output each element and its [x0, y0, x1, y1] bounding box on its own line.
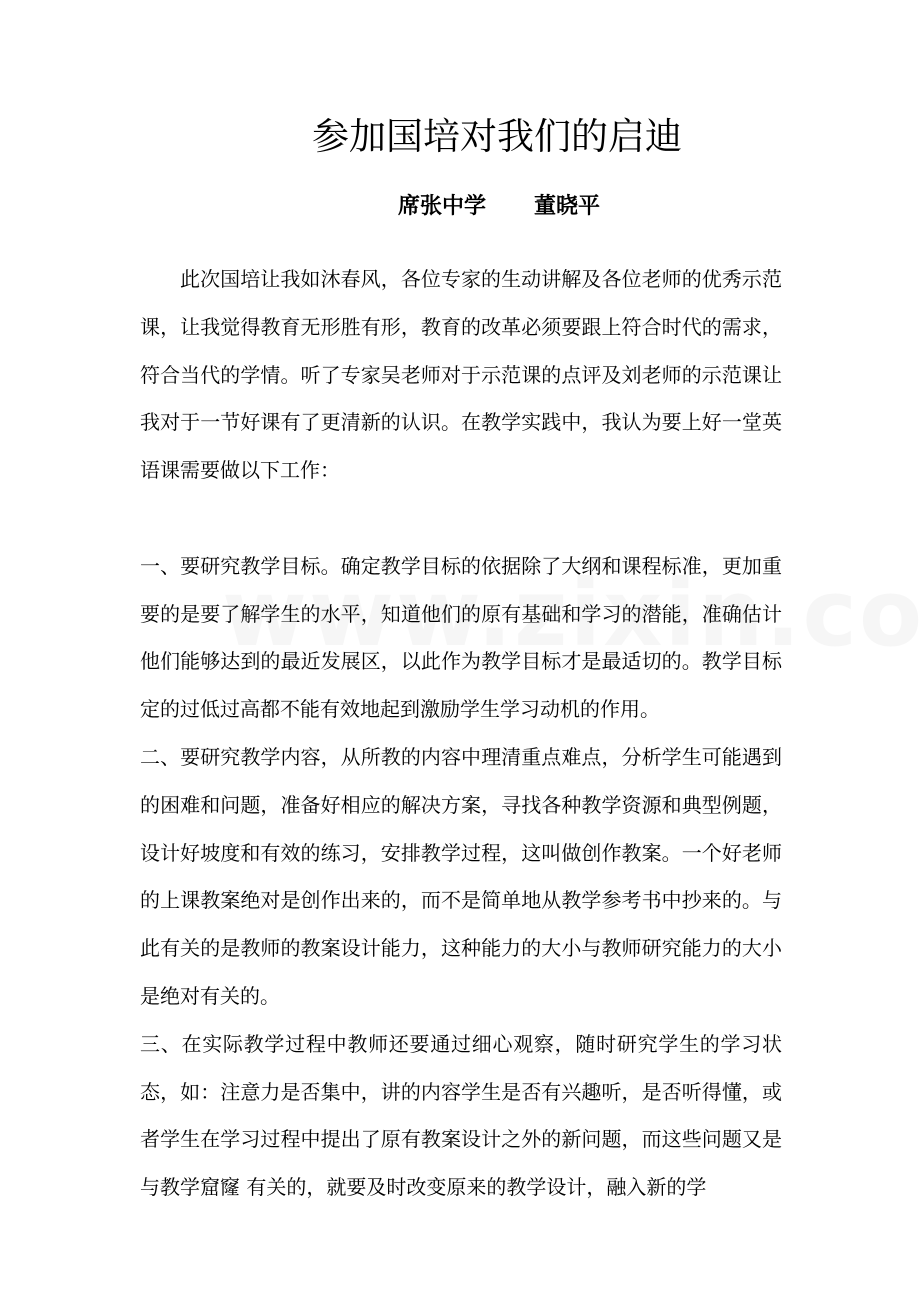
- point-1-paragraph: 一、要研究教学目标。确定教学目标的依据除了大纲和课程标准，更加重要的是要了解学生的水平，知道他们的原有基础和学习的潜能，准确估计他们能够达到的最近发展区，以此作为教学目标才是最适切的。教学目标定的过低过高都不能有效地起到激励学生学习动机的作用。: [140, 553, 782, 722]
- paragraph-gap: [140, 495, 782, 543]
- author-name: 董晓平: [534, 194, 601, 219]
- point-3-paragraph: 三、在实际教学过程中教师还要通过细心观察，随时研究学生的学习状态，如：注意力是否集中，讲的内容学生是否有兴趣听，是否听得懂，或者学生在学习过程中提出了原有教案设计之外的新问题，而这些问题又是与教学窟窿 有关的，就要及时改变原来的教学设计，融入新的学: [140, 1031, 782, 1200]
- body-text: [140, 256, 782, 1212]
- author-school: 席张中学: [398, 194, 487, 219]
- intro-paragraph: 此次国培让我如沐春风，各位专家的生动讲解及各位老师的优秀示范课，让我觉得教育无形胜有形，教育的改革必须要跟上符合时代的需求，符合当代的学情。听了专家吴老师对于示范课的点评及刘老师的示范课让我对于一节好课有了更清新的认识。在教学实践中，我认为要上好一堂英语课需要做以下工作：: [140, 267, 782, 483]
- page-title: 参加国培对我们的启迪: [312, 115, 682, 158]
- author-line: [398, 188, 600, 226]
- point-2-paragraph: 二、要研究教学内容，从所教的内容中理清重点难点，分析学生可能遇到的困难和问题，准备好相应的解决方案，寻找各种教学资源和典型例题，设计好坡度和有效的练习，安排教学过程，这叫做创作教案。一个好老师的上课教案绝对是创作出来的，而不是简单地从教学参考书中抄来的。与此有关的是教师的教案设计能力，这种能力的大小与教师研究能力的大小是绝对有关的。: [140, 744, 782, 1008]
